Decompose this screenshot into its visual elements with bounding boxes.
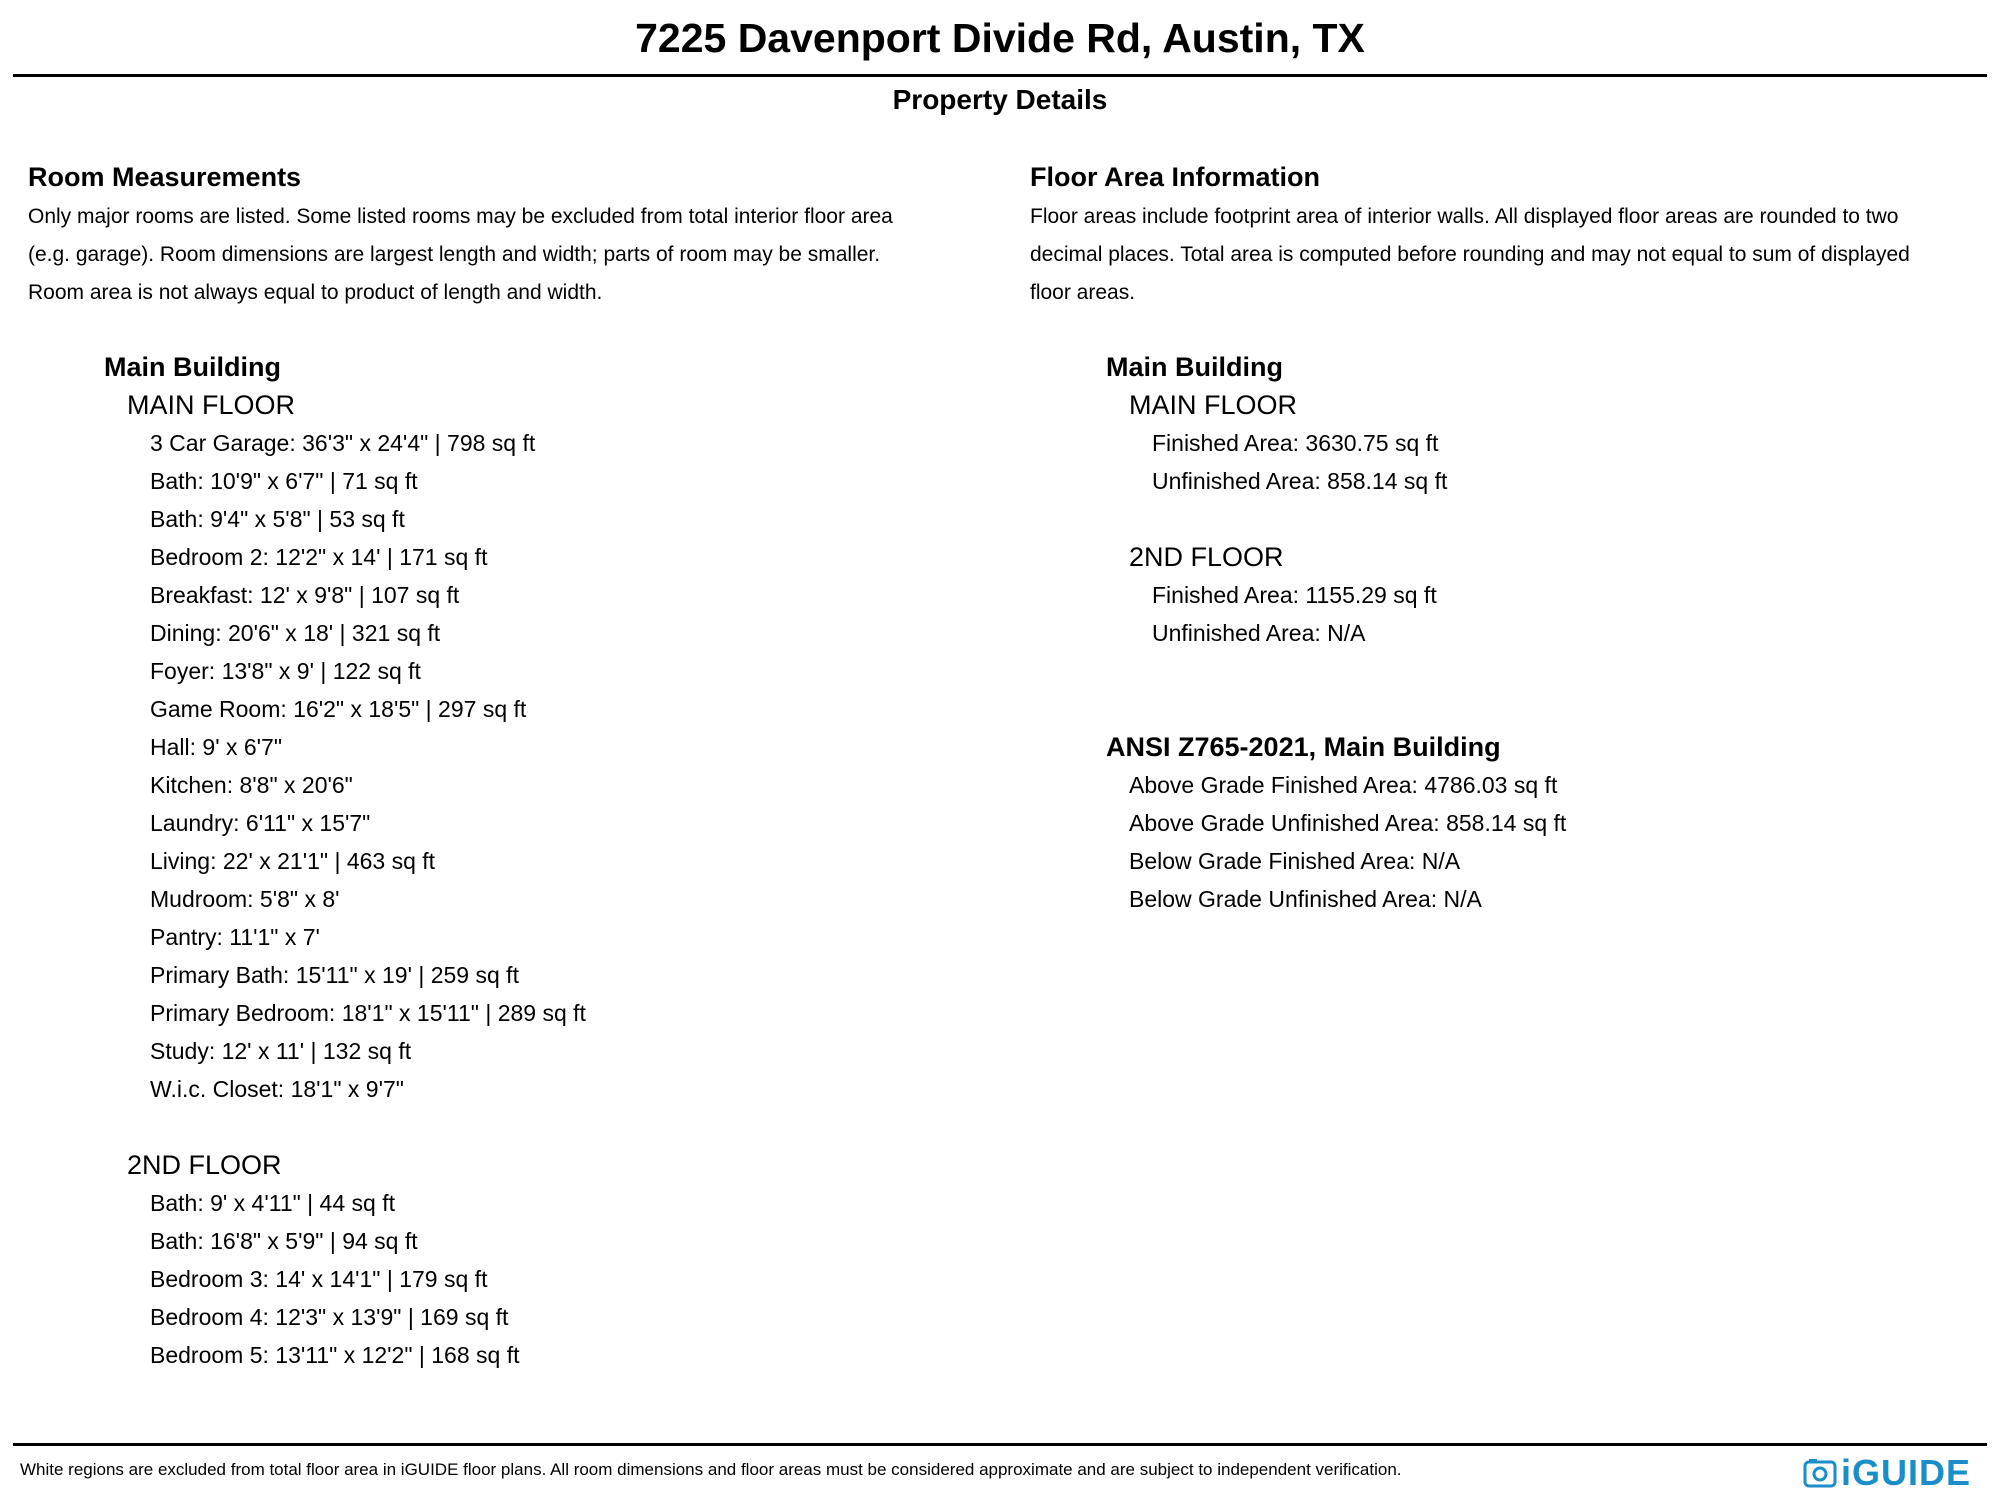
room-measurements-description: [28, 198, 1008, 312]
room-item: Kitchen: 8'8" x 20'6": [150, 772, 353, 798]
description-line: Room area is not always equal to product of length and width.: [28, 281, 603, 304]
footer-divider: [13, 1443, 1987, 1446]
ansi-item: Above Grade Finished Area: 4786.03 sq ft: [1129, 772, 1558, 798]
page-title: 7225 Davenport Divide Rd, Austin, TX: [635, 15, 1365, 61]
room-item: Laundry: 6'11" x 15'7": [150, 810, 371, 836]
page-subtitle: Property Details: [892, 84, 1108, 115]
ansi-item: Below Grade Finished Area: N/A: [1129, 848, 1461, 874]
finished-area: Finished Area: 1155.29 sq ft: [1152, 582, 1437, 608]
room-item: Hall: 9' x 6'7": [150, 734, 283, 760]
ansi-heading: ANSI Z765-2021, Main Building: [1106, 732, 1501, 762]
room-item: Pantry: 11'1" x 7': [150, 924, 320, 950]
floor-label-main: MAIN FLOOR: [1129, 390, 1298, 420]
room-measurements-section: [28, 160, 1008, 312]
building-heading: Main Building: [1106, 352, 1283, 382]
floor-area-section: [1030, 160, 1995, 312]
room-item: Bedroom 5: 13'11" x 12'2" | 168 sq ft: [150, 1342, 520, 1368]
ansi-item: Above Grade Unfinished Area: 858.14 sq ft: [1129, 810, 1567, 836]
room-item: Dining: 20'6" x 18' | 321 sq ft: [150, 620, 441, 646]
description-line: decimal places. Total area is computed before rounding and may not equal to sum of displayed: [1030, 243, 1910, 266]
room-item: Primary Bath: 15'11" x 19' | 259 sq ft: [150, 962, 519, 988]
room-item: Study: 12' x 11' | 132 sq ft: [150, 1038, 412, 1064]
room-item: W.i.c. Closet: 18'1" x 9'7": [150, 1076, 404, 1102]
room-item: Bedroom 2: 12'2" x 14' | 171 sq ft: [150, 544, 488, 570]
logo-text: iGUIDE: [1841, 1452, 1972, 1493]
floor-area-list: [1106, 348, 1566, 918]
room-list: [104, 348, 586, 1374]
footer-disclaimer: White regions are excluded from total floor area in iGUIDE floor plans. All room dimensions and floor areas must be considered approximate and are subject to independent verification.: [20, 1460, 1402, 1479]
room-item: Bedroom 3: 14' x 14'1" | 179 sq ft: [150, 1266, 488, 1292]
room-item: Living: 22' x 21'1" | 463 sq ft: [150, 848, 436, 874]
description-line: Only major rooms are listed. Some listed rooms may be excluded from total interior floor area: [28, 205, 893, 228]
room-item: Game Room: 16'2" x 18'5" | 297 sq ft: [150, 696, 527, 722]
ansi-item: Below Grade Unfinished Area: N/A: [1129, 886, 1482, 912]
room-item: Breakfast: 12' x 9'8" | 107 sq ft: [150, 582, 460, 608]
iguide-logo: [1803, 1453, 1971, 1493]
room-item: 3 Car Garage: 36'3" x 24'4" | 798 sq ft: [150, 430, 536, 456]
room-item: Bath: 9'4" x 5'8" | 53 sq ft: [150, 506, 405, 532]
room-item: Bedroom 4: 12'3" x 13'9" | 169 sq ft: [150, 1304, 509, 1330]
camera-icon: [1803, 1458, 1837, 1488]
unfinished-area: Unfinished Area: 858.14 sq ft: [1152, 468, 1448, 494]
finished-area: Finished Area: 3630.75 sq ft: [1152, 430, 1439, 456]
room-item: Bath: 16'8" x 5'9" | 94 sq ft: [150, 1228, 418, 1254]
unfinished-area: Unfinished Area: N/A: [1152, 620, 1366, 646]
room-item: Mudroom: 5'8" x 8': [150, 886, 340, 912]
description-line: (e.g. garage). Room dimensions are largest length and width; parts of room may be smaller.: [28, 243, 881, 266]
header-divider: [13, 74, 1987, 77]
floor-label-second: 2ND FLOOR: [1129, 542, 1284, 572]
room-item: Bath: 9' x 4'11" | 44 sq ft: [150, 1190, 395, 1216]
floor-area-heading: Floor Area Information: [1030, 162, 1321, 192]
floor-area-description: [1030, 198, 1995, 312]
room-item: Primary Bedroom: 18'1" x 15'11" | 289 sq ft: [150, 1000, 586, 1026]
building-heading: Main Building: [104, 352, 281, 382]
room-measurements-heading: Room Measurements: [28, 162, 302, 192]
description-line: floor areas.: [1030, 281, 1136, 304]
description-line: Floor areas include footprint area of interior walls. All displayed floor areas are rounded to two: [1030, 205, 1899, 228]
room-item: Bath: 10'9" x 6'7" | 71 sq ft: [150, 468, 418, 494]
floor-label-second: 2ND FLOOR: [127, 1150, 282, 1180]
floor-label-main: MAIN FLOOR: [127, 390, 296, 420]
room-item: Foyer: 13'8" x 9' | 122 sq ft: [150, 658, 421, 684]
